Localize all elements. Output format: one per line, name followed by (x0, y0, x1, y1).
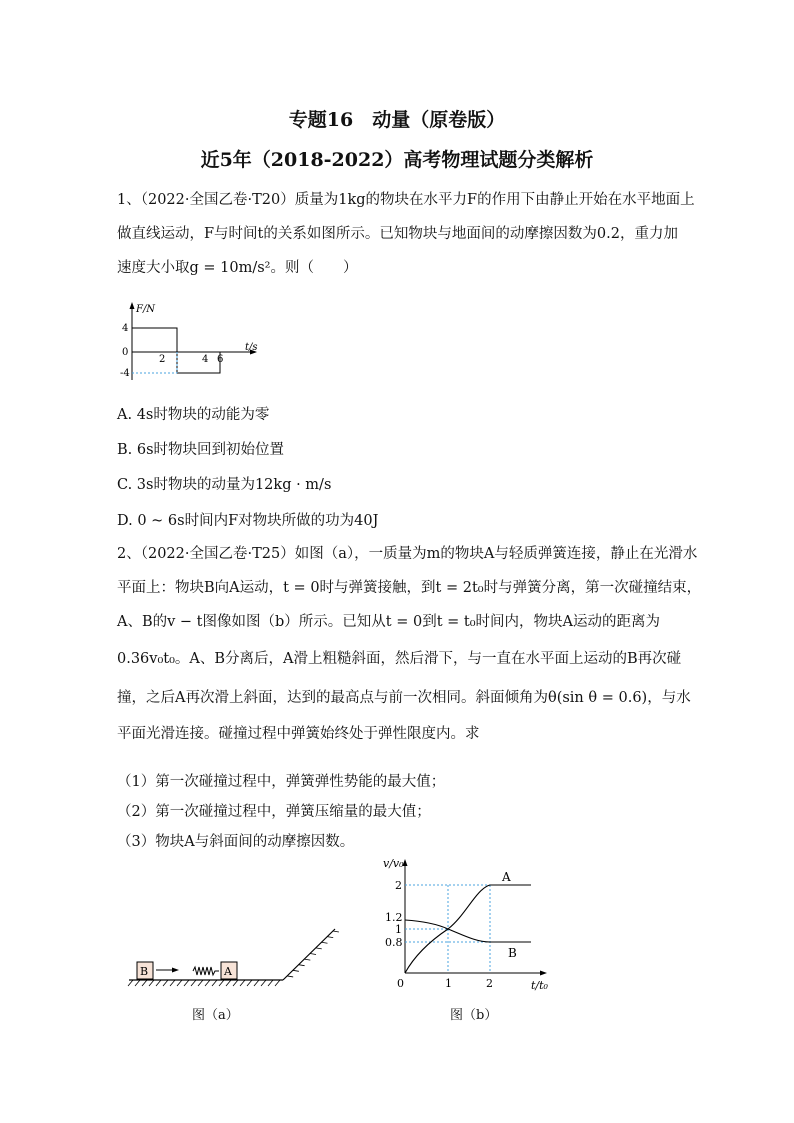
hatch-mark (205, 980, 210, 986)
q2-subquestion-2: （2）第一次碰撞过程中，弹簧压缩量的最大值； (117, 804, 431, 820)
q2-line: 平面上：物块B向A运动，t = 0时与弹簧接触，到t = 2t₀时与弹簧分离，第一次碰撞结束， (117, 580, 702, 596)
hatch-mark (287, 976, 293, 977)
hatch-mark (254, 980, 259, 986)
vt-curve-b-label: B (508, 946, 517, 960)
vt-ytick-1: 1 (395, 923, 402, 936)
hatch-mark (310, 953, 316, 954)
hatch-mark (191, 980, 196, 986)
hatch-mark (293, 970, 299, 971)
force-time-graph (120, 300, 270, 385)
q1-option-d: D. 0 ~ 6s时间内F对物块所做的功为40J (117, 513, 379, 529)
velocity-arrow-head (172, 968, 179, 973)
vt-xtick-2: 2 (486, 977, 493, 990)
ft-ytick-neg4: -4 (120, 368, 130, 379)
vt-ylabel: v/v₀ (383, 857, 404, 870)
hatch-mark (333, 931, 339, 932)
ft-force-line (132, 328, 220, 373)
hatch-mark (198, 980, 203, 986)
vt-xlabel: t/t₀ (531, 979, 548, 992)
q2-subquestion-1: （1）第一次碰撞过程中，弹簧弹性势能的最大值； (117, 774, 446, 790)
hatch-mark (149, 980, 154, 986)
ft-ylabel: F/N (136, 304, 156, 315)
hatch-mark (233, 980, 238, 986)
hatch-mark (170, 980, 175, 986)
hatch-mark (135, 980, 140, 986)
q2-line: 平面光滑连接。碰撞过程中弹簧始终处于弹性限度内。求 (117, 726, 480, 742)
page-subtitle: 近5年（2018-2022）高考物理试题分类解析 (200, 149, 594, 171)
q2-subquestion-3: （3）物块A与斜面间的动摩擦因数。 (117, 834, 355, 850)
ft-xtick-6: 6 (217, 354, 224, 365)
q1-line: 1、（2022·全国乙卷·T20）质量为1kg的物块在水平力F的作用下由静止开始在水平地面上 (117, 192, 695, 208)
vt-curve-b (405, 920, 531, 942)
ft-ytick-0: 0 (122, 347, 129, 358)
vt-ytick-1-2: 1.2 (385, 911, 403, 924)
hatch-mark (247, 980, 252, 986)
page-title: 专题16 动量（原卷版） (288, 109, 506, 131)
q1-line: 做直线运动，F与时间t的关系如图所示。已知物块与地面间的动摩擦因数为0.2，重力加 (117, 226, 678, 242)
q1-option-c: C. 3s时物块的动量为12kg · m/s (117, 477, 332, 493)
hatch-mark (226, 980, 231, 986)
hatch-mark (268, 980, 273, 986)
q1-line: 速度大小取g = 10m/s²。则（ ） (117, 260, 358, 276)
hatch-mark (321, 942, 327, 943)
block-b-label: B (140, 965, 149, 978)
q2-line: 2、（2022·全国乙卷·T25）如图（a），一质量为m的物块A与轻质弹簧连接，静止在光滑水 (117, 546, 698, 562)
hatch-mark (316, 948, 322, 949)
hatch-mark (156, 980, 161, 986)
question-1-text (117, 183, 695, 285)
ft-xtick-4: 4 (202, 354, 209, 365)
hatch-mark (219, 980, 224, 986)
hatch-mark (128, 980, 133, 986)
q2-line: A、B的v − t图像如图（b）所示。已知从t = 0到t = t₀时间内，物块A运动的距离为 (117, 614, 661, 630)
hatch-mark (212, 980, 217, 986)
ft-ytick-4: 4 (122, 323, 129, 334)
q2-line: 0.36v₀t₀。A、B分离后，A滑上粗糙斜面，然后滑下，与一直在水平面上运动的B再次碰 (117, 651, 682, 667)
figure-a-setup (125, 895, 345, 995)
q1-option-a: A. 4s时物块的动能为零 (117, 407, 270, 423)
block-a-label: A (224, 965, 232, 978)
vt-xtick-0: 0 (397, 977, 404, 990)
vt-curve-a-label: A (502, 870, 511, 884)
hatch-mark (299, 965, 305, 966)
hatch-mark (142, 980, 147, 986)
ft-xtick-2: 2 (159, 354, 166, 365)
incline-hatch (287, 931, 339, 977)
hatch-mark (275, 980, 280, 986)
hatch-mark (240, 980, 245, 986)
hatch-mark (163, 980, 168, 986)
spring (193, 967, 219, 975)
figure-b-caption: 图（b） (450, 1008, 498, 1023)
q2-line: 撞，之后A再次滑上斜面，达到的最高点与前一次相同。斜面倾角为θ(sin θ = 0.6)，与水 (117, 690, 691, 706)
hatch-mark (177, 980, 182, 986)
figure-b-vt-graph (375, 855, 565, 1000)
hatch-mark (261, 980, 266, 986)
figure-a-caption: 图（a） (192, 1008, 239, 1023)
hatch-mark (327, 937, 333, 938)
hatch-mark (304, 959, 310, 960)
vt-xtick-1: 1 (445, 977, 452, 990)
q1-option-b: B. 6s时物块回到初始位置 (117, 442, 285, 458)
question-2-text (117, 537, 702, 751)
ft-y-arrow (130, 302, 135, 309)
hatch-mark (184, 980, 189, 986)
ft-xlabel: t/s (245, 342, 258, 353)
vt-ytick-2: 2 (395, 879, 402, 892)
vt-x-arrow (540, 971, 547, 976)
ground-hatch (128, 980, 280, 986)
vt-ytick-0-8: 0.8 (385, 936, 403, 949)
